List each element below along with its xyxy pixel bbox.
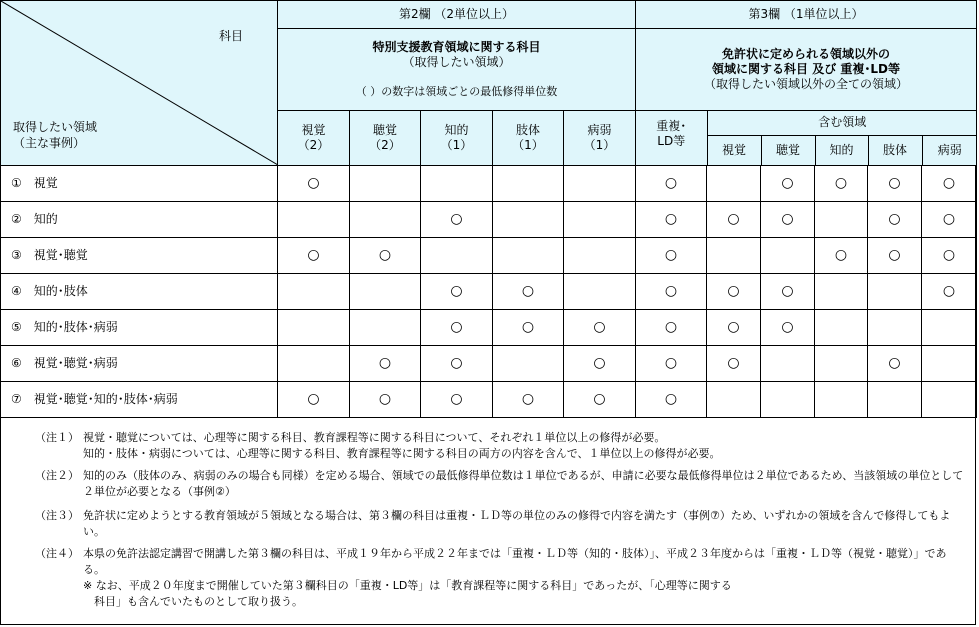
required-mark-cell: ○ [636,382,707,418]
footnote [35,430,965,462]
footnote-tag: （注４） [35,547,79,560]
col3-area-intellectual: 知的 [815,135,868,165]
col2-area-intellectual [421,111,493,166]
area-name: 知的 [444,123,469,137]
col3-subheader-table [636,111,977,165]
area-units: （2） [297,138,330,152]
required-mark-cell: ○ [421,310,493,346]
col3-area-physical: 肢体 [868,135,922,165]
required-mark-cell: ○ [421,202,493,238]
row-label: ③ 視覚･聴覚 [1,238,278,274]
empty-cell [707,166,761,202]
col3-description [636,29,977,111]
table-row [1,274,977,310]
required-mark-cell: ○ [922,202,977,238]
table-row [1,382,977,418]
required-mark-cell: ○ [922,238,977,274]
empty-cell [564,274,636,310]
required-mark-cell: ○ [421,382,493,418]
dup-line1: 重複･ [656,119,687,133]
footnote-body [83,508,965,540]
empty-cell [493,238,564,274]
col2-unit-note: （ ）の数字は領域ごとの最低修得単位数 [355,85,558,98]
empty-cell [493,346,564,382]
footnote-body [83,546,965,610]
required-mark-cell: ○ [636,346,707,382]
corner-subject-label: 科目 [218,29,243,43]
empty-cell [278,202,350,238]
empty-cell [278,274,350,310]
empty-cell [493,166,564,202]
col2-area-health [564,111,636,166]
empty-cell [278,346,350,382]
footnote-body [83,430,965,462]
required-mark-cell: ○ [564,346,636,382]
required-mark-cell: ○ [868,166,922,202]
row-label: ④ 知的･肢体 [1,274,278,310]
required-mark-cell: ○ [922,274,977,310]
required-mark-cell: ○ [493,310,564,346]
col3-subtitle-line1: 免許状に定められる領域以外の [722,47,891,61]
empty-cell [815,274,868,310]
row-label: ① 視覚 [1,166,278,202]
row-label: ⑥ 視覚･聴覚･病弱 [1,346,278,382]
table-row [1,346,977,382]
empty-cell [815,202,868,238]
required-mark-cell: ○ [636,310,707,346]
col2-area-physical [493,111,564,166]
required-mark-cell: ○ [707,202,761,238]
empty-cell [564,202,636,238]
empty-cell [815,382,868,418]
empty-cell [350,166,421,202]
col3-area-health: 病弱 [937,142,962,157]
required-mark-cell: ○ [761,310,815,346]
required-mark-cell: ○ [278,382,350,418]
col2-subtitle: 特別支援教育領域に関する科目 [372,40,541,54]
required-mark-cell: ○ [868,238,922,274]
area-name: 病弱 [587,123,612,137]
empty-cell [493,202,564,238]
required-mark-cell: ○ [815,166,868,202]
required-mark-cell: ○ [350,382,421,418]
table-body [1,166,977,418]
footnote-line: 知的・肢体・病弱については、心理等に関する科目、教育課程等に関する科目の両方の内容を含んで、１単位以上の修得が必要。 [83,447,721,460]
required-mark-cell: ○ [707,346,761,382]
footnote-body [83,468,965,500]
empty-cell [350,310,421,346]
required-mark-cell: ○ [421,274,493,310]
footnote-line: 視覚・聴覚については、心理等に関する科目、教育課程等に関する科目について、それぞれ１単位以上の修得が必要。 [83,431,666,444]
footnote-line: 本県の免許法認定講習で開講した第３欄の科目は、平成１９年から平成２２年までは「重複・ＬＤ等（知的・肢体）」、平成２３年度からは「重複・ＬＤ等（視覚・聴覚）」である。 [83,547,947,576]
required-mark-cell: ○ [922,166,977,202]
empty-cell [707,238,761,274]
col3-title: 第3欄 （1単位以上） [636,1,977,29]
dup-line2: LD等 [657,134,686,148]
empty-cell [350,202,421,238]
empty-cell [868,382,922,418]
area-name: 視覚 [301,123,326,137]
empty-cell [707,382,761,418]
required-mark-cell: ○ [493,382,564,418]
required-mark-cell: ○ [707,274,761,310]
required-mark-cell: ○ [707,310,761,346]
required-mark-cell: ○ [636,238,707,274]
footnote [35,508,965,540]
row-label: ⑦ 視覚･聴覚･知的･肢体･病弱 [1,382,278,418]
empty-cell [868,274,922,310]
col3-subtitle-line2: 領域に関する科目 及び 重複･LD等 [712,62,900,76]
area-units: （1） [512,138,544,152]
col3-subnote: （取得したい領域以外の全ての領域） [704,77,909,91]
table-row [1,166,977,202]
required-mark-cell: ○ [564,310,636,346]
footnote-line: 科目」も含んでいたものとして取り扱う。 [83,595,303,608]
required-mark-cell: ○ [868,202,922,238]
required-mark-cell: ○ [636,274,707,310]
table-corner-header [1,1,278,166]
footnote [35,468,965,500]
row-label: ⑤ 知的･肢体･病弱 [1,310,278,346]
col3-dup-ld-header [636,111,707,165]
required-mark-cell: ○ [421,346,493,382]
required-mark-cell: ○ [493,274,564,310]
required-mark-cell: ○ [350,238,421,274]
required-mark-cell: ○ [761,274,815,310]
table-row [1,310,977,346]
footnote-tag: （注３） [35,509,79,522]
col2-title: 第2欄 （2単位以上） [278,1,636,29]
required-mark-cell: ○ [761,202,815,238]
empty-cell [761,382,815,418]
area-units: （2） [369,138,401,152]
col2-description [278,29,636,111]
footnote-tag: （注１） [35,431,79,444]
required-mark-cell: ○ [278,166,350,202]
col3-area-visual: 視覚 [707,135,761,165]
empty-cell [564,166,636,202]
table-row [1,202,977,238]
area-name: 聴覚 [372,123,397,137]
empty-cell [922,310,977,346]
col3-contains-header: 含む領域 [707,111,977,135]
empty-cell [761,346,815,382]
col2-area-visual [278,111,350,166]
footnote-line: 免許状に定めようとする教育領域が５領域となる場合は、第３欄の科目は重複・ＬＤ等の単位のみの修得で内容を満たす（事例⑦）ため、いずれかの領域を含んで修得してもよい。 [83,509,951,538]
row-label: ② 知的 [1,202,278,238]
area-units: （1） [440,138,473,152]
corner-area-line2: （主な事例） [13,136,86,150]
empty-cell [350,274,421,310]
col2-subnote: （取得したい領域） [402,55,511,69]
required-mark-cell: ○ [868,346,922,382]
footnote-line: 知的のみ（肢体のみ、病弱のみの場合も同様）を定める場合、領域での最低修得単位数は１単位であるが、申請に必要な最低修得単位は２単位であるため、当該領域の単位として２単位が必要となる（事例②） [83,469,964,498]
required-mark-cell: ○ [636,202,707,238]
corner-area-label [13,119,97,151]
table-row [1,238,977,274]
empty-cell [922,346,977,382]
empty-cell [868,310,922,346]
footnote-tag: （注２） [35,469,79,482]
required-mark-cell: ○ [761,166,815,202]
required-mark-cell: ○ [636,166,707,202]
footnote [35,546,965,610]
required-mark-cell: ○ [564,382,636,418]
area-name: 肢体 [515,123,540,137]
empty-cell [815,310,868,346]
required-mark-cell: ○ [350,346,421,382]
required-mark-cell: ○ [815,238,868,274]
area-units: （1） [583,138,616,152]
col2-area-hearing [350,111,421,166]
empty-cell [278,310,350,346]
required-mark-cell: ○ [278,238,350,274]
col3-subheader [636,111,977,166]
empty-cell [564,238,636,274]
corner-area-line1: 取得したい領域 [13,120,98,134]
empty-cell [421,166,493,202]
col3-area-hearing: 聴覚 [761,135,815,165]
empty-cell [421,238,493,274]
footnote-line: ※ なお、平成２０年度まで開催していた第３欄科目の「重複・LD等」は「教育課程等に関する科目」であったが、「心理等に関する [83,579,732,592]
empty-cell [761,238,815,274]
empty-cell [922,382,977,418]
empty-cell [815,346,868,382]
